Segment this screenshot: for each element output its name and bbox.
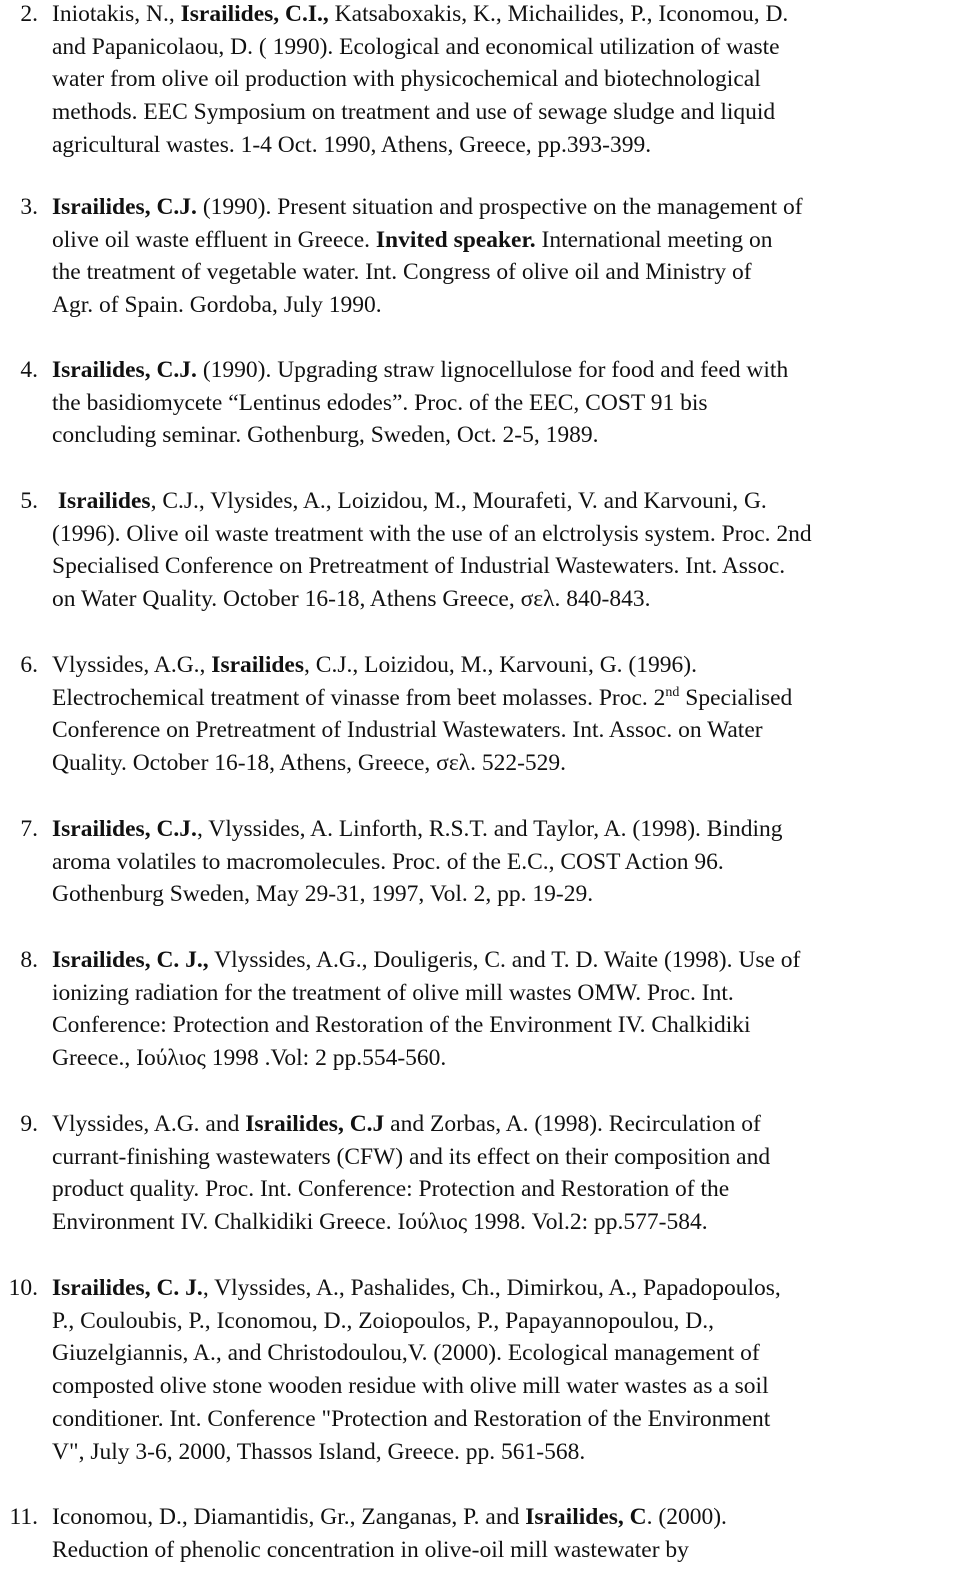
reference-text-run: Agr. of Spain. Gordoba, July 1990. <box>52 292 382 319</box>
reference-line <box>52 1009 952 1042</box>
author-bold: Israilides <box>57 488 151 514</box>
author-bold: Israilides, C.I., <box>180 1 329 27</box>
reference-text-run: currant-finishing wastewaters (CFW) and its effect on their composition and <box>52 1143 771 1170</box>
reference-text-run: , Vlyssides, A. Linforth, R.S.T. and Taylor, A. (1998). Binding <box>196 816 783 842</box>
reference-text-run: the basidiomycete “Lentinus edodes”. Proc. of the EEC, COST 91 bis <box>52 389 708 416</box>
reference-number: 11. <box>9 1504 38 1530</box>
reference-line <box>52 977 952 1010</box>
reference-text-run: on Water Quality. October 16-18, Athens Greece, σελ. 840-843. <box>52 586 651 613</box>
reference-line <box>52 813 952 846</box>
reference-text-run: Specialised Conference on Pretreatment of Industrial Wastewaters. Int. Assoc. <box>52 553 786 580</box>
author-bold: Israilides <box>211 652 305 678</box>
reference-text-run: , Vlyssides, A., Pashalides, Ch., Dimirkou, A., Papadopoulos, <box>202 1275 781 1301</box>
reference-line <box>52 1305 952 1338</box>
reference-text-run: agricultural wastes. 1-4 Oct. 1990, Athens, Greece, pp.393-399. <box>52 131 652 158</box>
reference-line <box>52 1173 952 1206</box>
reference-line <box>52 518 952 551</box>
reference-line <box>52 550 952 583</box>
author-bold: Israilides, C.J. <box>52 816 197 842</box>
reference-number: 4. <box>20 357 38 383</box>
reference-text <box>52 191 952 322</box>
reference-text-run: (1990). Present situation and prospective on the management of <box>196 194 803 220</box>
reference-line <box>52 63 952 96</box>
reference-text-run: (1990). Upgrading straw lignocellulose for food and feed with <box>196 357 789 383</box>
reference-text-run: and Zorbas, A. (1998). Recirculation of <box>384 1111 761 1137</box>
reference-text <box>52 1108 952 1239</box>
reference-text <box>52 354 952 452</box>
reference-line <box>52 714 952 747</box>
reference-text-run: International meeting on <box>535 226 773 253</box>
reference-line <box>52 354 952 387</box>
reference-line <box>52 1501 952 1534</box>
reference-line <box>52 682 952 715</box>
reference-text-run: Greece., Ιούλιος 1998 .Vol: 2 pp.554-560. <box>52 1045 447 1072</box>
reference-line <box>52 1206 952 1239</box>
reference-text <box>52 485 952 616</box>
reference-text-run: Vlyssides, A.G., Douligeris, C. and T. D. Waite (1998). Use of <box>208 947 801 973</box>
reference-text-run: V", July 3-6, 2000, Thassos Island, Greece. pp. 561-568. <box>52 1438 586 1465</box>
reference-number: 6. <box>20 652 38 678</box>
reference-text-run: water from olive oil production with physicochemical and biotechnological <box>52 66 761 93</box>
reference-text-run: Vlyssides, A.G. and <box>52 1111 246 1137</box>
reference-text <box>52 649 952 780</box>
reference-text-run: the treatment of vegetable water. Int. Congress of olive oil and Ministry of <box>52 259 752 286</box>
reference-text-run: methods. EEC Symposium on treatment and use of sewage sludge and liquid <box>52 99 776 126</box>
reference-text-run: Iniotakis, N., <box>52 1 181 27</box>
reference-line <box>52 31 952 64</box>
reference-number: 10. <box>8 1275 38 1301</box>
reference-text-run: Conference on Pretreatment of Industrial Wastewaters. Int. Assoc. on Water <box>52 717 763 744</box>
reference-text-run: and Papanicolaou, D. ( 1990). Ecological and economical utilization of waste <box>52 33 780 60</box>
reference-line <box>52 747 952 780</box>
author-bold: Israilides, C.J <box>245 1111 385 1137</box>
reference-text-run: composted olive stone wooden residue with olive mill water wastes as a soil <box>52 1373 769 1400</box>
reference-text-run: , C.J., Vlysides, A., Loizidou, M., Mourafeti, V. and Karvouni, G. <box>150 488 767 514</box>
reference-text-run: Iconomou, D., Diamantidis, Gr., Zanganas, P. and <box>52 1504 526 1530</box>
reference-number: 8. <box>20 947 38 973</box>
reference-line <box>52 944 952 977</box>
reference-line <box>52 485 952 518</box>
reference-text-run: . (2000). <box>646 1504 727 1530</box>
reference-line <box>52 1141 952 1174</box>
reference-text-run: Specialised <box>679 684 793 711</box>
reference-line <box>52 96 952 129</box>
reference-line <box>52 583 952 616</box>
reference-text-run: olive oil waste effluent in Greece. <box>52 226 376 253</box>
reference-text-run: Reduction of phenolic concentration in olive-oil mill wastewater by <box>52 1536 689 1563</box>
reference-text <box>52 944 952 1075</box>
reference-text-run: P., Couloubis, P., Iconomou, D., Zoiopoulos, P., Papayannopoulou, D., <box>52 1307 714 1334</box>
reference-line <box>52 419 952 452</box>
reference-number: 3. <box>20 194 38 220</box>
reference-text-run: product quality. Proc. Int. Conference: Protection and Restoration of the <box>52 1176 730 1203</box>
reference-text-run: , C.J., Loizidou, M., Karvouni, G. (1996). <box>304 652 697 678</box>
reference-line <box>52 1403 952 1436</box>
reference-line <box>52 191 952 224</box>
reference-line <box>52 129 952 162</box>
reference-text <box>52 1501 952 1566</box>
reference-number: 9. <box>20 1111 38 1137</box>
reference-line <box>52 1370 952 1403</box>
reference-line <box>52 1272 952 1305</box>
reference-line <box>52 256 952 289</box>
reference-line <box>52 1337 952 1370</box>
reference-text-run: Conference: Protection and Restoration of the Environment IV. Chalkidiki <box>52 1012 751 1039</box>
reference-line <box>52 846 952 879</box>
reference-line <box>52 1042 952 1075</box>
reference-text-run: concluding seminar. Gothenburg, Sweden, Oct. 2-5, 1989. <box>52 422 599 449</box>
reference-number: 5. <box>20 488 38 514</box>
reference-line <box>52 224 952 257</box>
reference-number: 2. <box>20 1 38 27</box>
reference-text-run: Katsaboxakis, K., Michailides, P., Iconomou, D. <box>328 1 789 27</box>
reference-text-run: Quality. October 16-18, Athens, Greece, σελ. 522-529. <box>52 750 567 777</box>
reference-text-run: Giuzelgiannis, A., and Christodoulou,V. (2000). Ecological management of <box>52 1340 760 1367</box>
author-bold: Israilides, C.J. <box>52 357 197 383</box>
reference-text-run: Environment IV. Chalkidiki Greece. Ιούλιος 1998. Vol.2: pp.577-584. <box>52 1209 708 1236</box>
reference-line <box>52 649 952 682</box>
reference-line <box>52 1436 952 1469</box>
reference-text <box>52 0 952 162</box>
author-bold: Israilides, C <box>525 1504 647 1530</box>
reference-text-run: nd <box>665 684 680 700</box>
reference-text <box>52 1272 952 1468</box>
reference-line <box>52 878 952 911</box>
author-bold: Invited speaker. <box>375 226 536 253</box>
reference-text-run: ionizing radiation for the treatment of olive mill wastes OMW. Proc. Int. <box>52 979 734 1006</box>
reference-text-run: conditioner. Int. Conference "Protection and Restoration of the Environment <box>52 1405 771 1432</box>
reference-text <box>52 813 952 911</box>
reference-text-run: Vlyssides, A.G., <box>52 652 212 678</box>
reference-line <box>52 289 952 322</box>
reference-line <box>52 1534 952 1567</box>
reference-text-run: aroma volatiles to macromolecules. Proc. of the E.C., COST Action 96. <box>52 848 724 875</box>
reference-line <box>52 0 952 31</box>
author-bold: Israilides, C.J. <box>52 194 197 220</box>
author-bold: Israilides, C. J. <box>52 1275 203 1301</box>
reference-line <box>52 1108 952 1141</box>
reference-text-run: Electrochemical treatment of vinasse from beet molasses. Proc. 2 <box>52 684 666 711</box>
reference-text-run: Gothenburg Sweden, May 29-31, 1997, Vol. 2, pp. 19-29. <box>52 881 594 908</box>
reference-text-run: (1996). Olive oil waste treatment with the use of an elctrolysis system. Proc. 2nd <box>52 520 812 547</box>
author-bold: Israilides, C. J., <box>52 947 209 973</box>
reference-line <box>52 387 952 420</box>
reference-number: 7. <box>20 816 38 842</box>
